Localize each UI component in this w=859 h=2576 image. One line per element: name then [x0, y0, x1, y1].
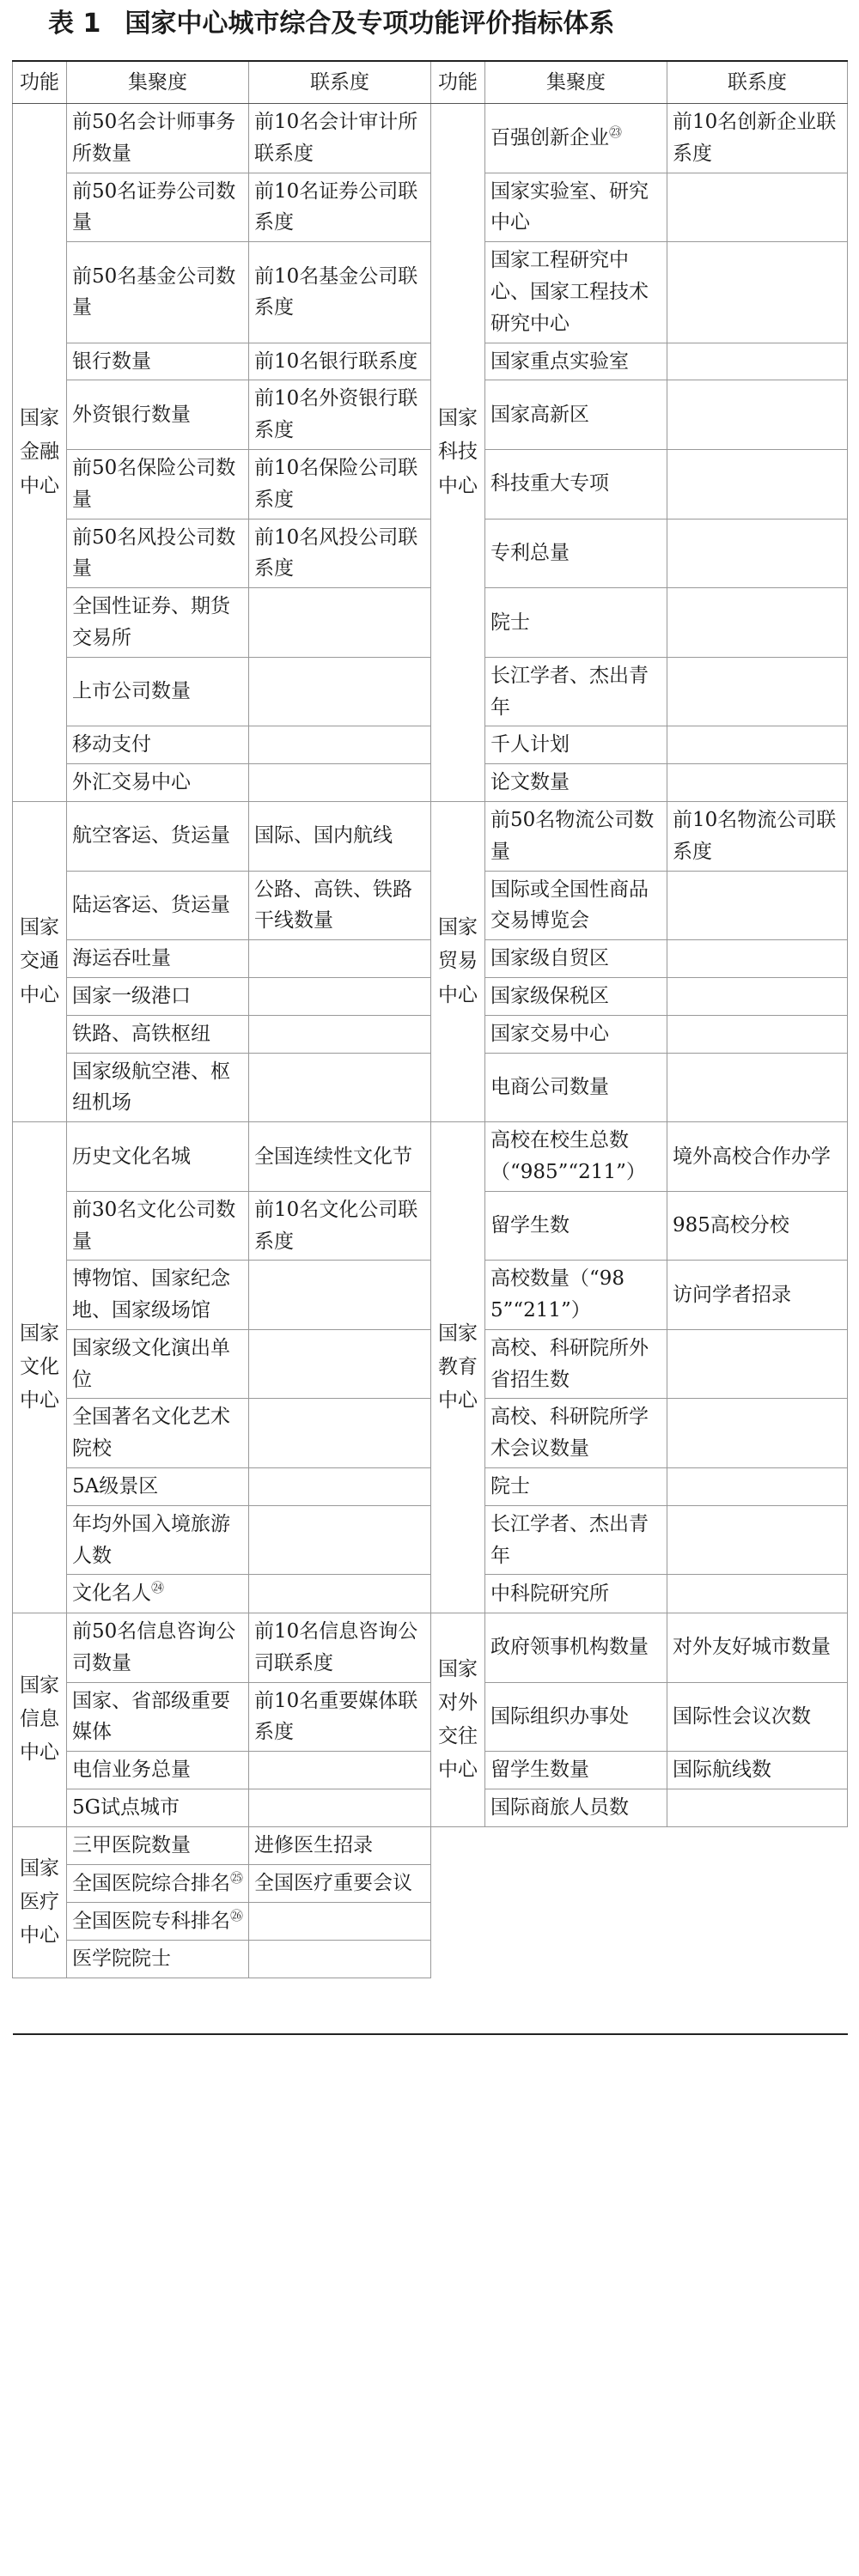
- aggregation-text: 国家实验室、研究中心: [490, 179, 649, 234]
- linkage-cell: 访问学者招录: [667, 1261, 848, 1330]
- table-row: [13, 1613, 848, 1682]
- linkage-cell: [667, 519, 848, 588]
- aggregation-text: 前50名基金公司数量: [72, 264, 236, 319]
- aggregation-cell: [485, 1468, 667, 1506]
- header-cell: 联系度: [667, 61, 848, 104]
- aggregation-cell: [485, 1505, 667, 1575]
- aggregation-text: 全国医院综合排名: [72, 1872, 230, 1895]
- aggregation-text: 国家级航空港、枢纽机场: [72, 1060, 230, 1115]
- aggregation-text: 前50名保险公司数量: [72, 456, 236, 511]
- linkage-cell: 境外高校合作办学: [667, 1122, 848, 1192]
- aggregation-text: 前50名风投公司数量: [72, 526, 236, 580]
- table-row: [13, 1399, 848, 1468]
- aggregation-cell: [67, 801, 249, 871]
- table-row: [13, 242, 848, 343]
- header-cell: 集聚度: [67, 61, 249, 104]
- linkage-cell: [249, 1015, 431, 1053]
- aggregation-cell: [67, 1399, 249, 1468]
- aggregation-text: 国家重点实验室: [490, 349, 629, 373]
- linkage-cell: [249, 1261, 431, 1330]
- aggregation-cell: [67, 1329, 249, 1399]
- aggregation-text: 国家高新区: [490, 403, 589, 426]
- table-number: 表 1: [48, 9, 101, 39]
- aggregation-text: 院士: [490, 611, 530, 634]
- linkage-cell: 前10名信息咨询公司联系度: [249, 1613, 431, 1682]
- linkage-cell: 前10名证券公司联系度: [249, 173, 431, 242]
- linkage-cell: [249, 1789, 431, 1826]
- linkage-cell: [249, 1053, 431, 1122]
- aggregation-text: 千人计划: [490, 733, 570, 756]
- aggregation-text: 上市公司数量: [72, 680, 191, 703]
- aggregation-cell: [485, 173, 667, 242]
- aggregation-text: 长江学者、杰出青年: [490, 1512, 649, 1567]
- aggregation-cell: [485, 1613, 667, 1682]
- table-row: [13, 764, 848, 802]
- aggregation-cell: [67, 588, 249, 658]
- function-cell: 国家对外交往中心: [431, 1613, 485, 1826]
- linkage-cell: [667, 588, 848, 658]
- function-cell: 国家信息中心: [13, 1613, 67, 1826]
- linkage-cell: [667, 242, 848, 343]
- aggregation-text: 航空客运、货运量: [72, 824, 230, 848]
- aggregation-text: 全国性证券、期货交易所: [72, 595, 230, 649]
- aggregation-cell: [67, 657, 249, 726]
- table-row: [13, 1505, 848, 1575]
- aggregation-text: 移动支付: [72, 733, 151, 756]
- linkage-cell: 前10名基金公司联系度: [249, 242, 431, 343]
- table-row: [13, 801, 848, 871]
- table-row: [13, 940, 848, 978]
- aggregation-text: 文化名人: [72, 1583, 151, 1606]
- linkage-cell: [667, 173, 848, 242]
- aggregation-cell: [485, 1122, 667, 1192]
- aggregation-cell: [485, 657, 667, 726]
- linkage-cell: [249, 940, 431, 978]
- linkage-cell: [249, 657, 431, 726]
- aggregation-cell: [67, 380, 249, 450]
- aggregation-text: 电信业务总量: [72, 1759, 191, 1782]
- footnote-marker: ㉖: [230, 1907, 244, 1923]
- aggregation-cell: [67, 104, 249, 173]
- table-end-spacer: [13, 1978, 848, 2035]
- table-row: [13, 1261, 848, 1330]
- aggregation-text: 前50名物流公司数量: [490, 808, 655, 863]
- header-cell: 集聚度: [485, 61, 667, 104]
- function-cell: 国家文化中心: [13, 1122, 67, 1613]
- aggregation-text: 高校数量（“985”“211”）: [490, 1267, 625, 1322]
- linkage-cell: [667, 1015, 848, 1053]
- aggregation-cell: [485, 764, 667, 802]
- aggregation-cell: [67, 726, 249, 764]
- table-row: [13, 173, 848, 242]
- linkage-cell: [249, 1505, 431, 1575]
- aggregation-cell: [67, 1575, 249, 1613]
- aggregation-text: 银行数量: [72, 349, 151, 373]
- header-cell: 联系度: [249, 61, 431, 104]
- aggregation-cell: [485, 977, 667, 1015]
- table-row: [13, 1329, 848, 1399]
- table-body: [13, 104, 848, 2035]
- linkage-cell: 前10名文化公司联系度: [249, 1191, 431, 1261]
- aggregation-cell: [67, 871, 249, 940]
- aggregation-text: 高校、科研院所外省招生数: [490, 1336, 649, 1391]
- table-row: [13, 1122, 848, 1192]
- linkage-cell: 进修医生招录: [249, 1826, 431, 1864]
- aggregation-cell: [485, 1575, 667, 1613]
- aggregation-text: 外资银行数量: [72, 403, 191, 426]
- aggregation-cell: [485, 1752, 667, 1789]
- aggregation-cell: [485, 449, 667, 519]
- aggregation-cell: [67, 1505, 249, 1575]
- aggregation-cell: [485, 726, 667, 764]
- aggregation-text: 长江学者、杰出青年: [490, 664, 649, 719]
- aggregation-cell: [67, 764, 249, 802]
- aggregation-cell: [485, 519, 667, 588]
- aggregation-text: 院士: [490, 1475, 530, 1498]
- table-row: [13, 1752, 848, 1789]
- aggregation-text: 国家级文化演出单位: [72, 1336, 230, 1391]
- table-row: [13, 519, 848, 588]
- linkage-cell: [249, 764, 431, 802]
- aggregation-text: 海运吞吐量: [72, 947, 171, 970]
- linkage-cell: 公路、高铁、铁路干线数量: [249, 871, 431, 940]
- linkage-cell: 国际性会议次数: [667, 1682, 848, 1752]
- linkage-cell: [667, 977, 848, 1015]
- table-row: [13, 1053, 848, 1122]
- spacer-cell: [13, 1978, 848, 2035]
- linkage-cell: [667, 764, 848, 802]
- aggregation-cell: [67, 1826, 249, 1864]
- aggregation-cell: [67, 940, 249, 978]
- aggregation-cell: [67, 1468, 249, 1506]
- linkage-cell: [667, 871, 848, 940]
- table-row: [13, 380, 848, 450]
- indicator-table: [12, 60, 848, 2035]
- aggregation-text: 5G试点城市: [72, 1795, 180, 1819]
- aggregation-text: 年均外国入境旅游人数: [72, 1512, 230, 1567]
- linkage-cell: [667, 726, 848, 764]
- aggregation-cell: [485, 1053, 667, 1122]
- function-cell: 国家医疗中心: [13, 1826, 67, 1978]
- linkage-cell: 全国连续性文化节: [249, 1122, 431, 1192]
- aggregation-cell: [67, 1789, 249, 1826]
- linkage-cell: [249, 1752, 431, 1789]
- aggregation-cell: [485, 871, 667, 940]
- table-row: [13, 1468, 848, 1506]
- linkage-cell: 国际、国内航线: [249, 801, 431, 871]
- linkage-cell: 前10名会计审计所联系度: [249, 104, 431, 173]
- linkage-cell: [249, 977, 431, 1015]
- aggregation-cell: [67, 1053, 249, 1122]
- aggregation-cell: [67, 1261, 249, 1330]
- aggregation-cell: [485, 104, 667, 173]
- aggregation-text: 国际商旅人员数: [490, 1795, 629, 1819]
- table-title: [0, 3, 859, 45]
- linkage-cell: 前10名物流公司联系度: [667, 801, 848, 871]
- linkage-cell: [249, 1468, 431, 1506]
- aggregation-text: 国家级自贸区: [490, 947, 609, 970]
- footnote-marker: ㉔: [151, 1580, 165, 1596]
- table-caption: 国家中心城市综合及专项功能评价指标体系: [125, 9, 615, 39]
- linkage-cell: [249, 1902, 431, 1940]
- linkage-cell: [249, 1399, 431, 1468]
- table-row: [13, 657, 848, 726]
- aggregation-text: 国际组织办事处: [490, 1704, 629, 1728]
- function-cell: 国家贸易中心: [431, 801, 485, 1121]
- aggregation-text: 外汇交易中心: [72, 771, 191, 794]
- aggregation-cell: [67, 977, 249, 1015]
- linkage-cell: 对外友好城市数量: [667, 1613, 848, 1682]
- aggregation-cell: [67, 1941, 249, 1978]
- linkage-cell: 全国医疗重要会议: [249, 1864, 431, 1902]
- aggregation-text: 政府领事机构数量: [490, 1636, 649, 1659]
- linkage-cell: [249, 1329, 431, 1399]
- aggregation-cell: [485, 1015, 667, 1053]
- linkage-cell: [667, 343, 848, 380]
- linkage-cell: [667, 1399, 848, 1468]
- linkage-cell: [249, 1941, 431, 1978]
- linkage-cell: [249, 588, 431, 658]
- aggregation-cell: [485, 1261, 667, 1330]
- aggregation-cell: [485, 343, 667, 380]
- linkage-cell: 前10名外资银行联系度: [249, 380, 431, 450]
- aggregation-cell: [485, 801, 667, 871]
- table-row: [13, 871, 848, 940]
- aggregation-cell: [67, 343, 249, 380]
- linkage-cell: 985高校分校: [667, 1191, 848, 1261]
- aggregation-text: 论文数量: [490, 771, 570, 794]
- aggregation-text: 百强创新企业: [490, 126, 609, 149]
- linkage-cell: [667, 1468, 848, 1506]
- aggregation-cell: [485, 1191, 667, 1261]
- linkage-cell: [667, 1053, 848, 1122]
- table-row: [13, 343, 848, 380]
- aggregation-cell: [485, 380, 667, 450]
- aggregation-text: 国际或全国性商品交易博览会: [490, 878, 649, 933]
- table-row: [13, 1789, 848, 1826]
- linkage-cell: [667, 657, 848, 726]
- aggregation-text: 中科院研究所: [490, 1582, 609, 1605]
- header-cell: 功能: [431, 61, 485, 104]
- aggregation-cell: [67, 1752, 249, 1789]
- aggregation-cell: [67, 1902, 249, 1940]
- linkage-cell: [249, 1575, 431, 1613]
- aggregation-cell: [485, 1399, 667, 1468]
- linkage-cell: 前10名创新企业联系度: [667, 104, 848, 173]
- aggregation-text: 5A级景区: [72, 1475, 159, 1498]
- aggregation-cell: [67, 242, 249, 343]
- aggregation-text: 前50名证券公司数量: [72, 179, 236, 234]
- table-row: [13, 1682, 848, 1752]
- function-cell: 国家科技中心: [431, 104, 485, 802]
- aggregation-text: 历史文化名城: [72, 1145, 191, 1168]
- aggregation-text: 留学生数量: [490, 1759, 589, 1782]
- linkage-cell: [667, 449, 848, 519]
- linkage-cell: [249, 726, 431, 764]
- aggregation-text: 医学院院士: [72, 1947, 171, 1971]
- table-row: [13, 588, 848, 658]
- aggregation-text: 专利总量: [490, 541, 570, 564]
- aggregation-cell: [67, 1613, 249, 1682]
- aggregation-cell: [485, 588, 667, 658]
- aggregation-text: 留学生数: [490, 1214, 570, 1237]
- table-row: [13, 104, 848, 173]
- aggregation-text: 博物馆、国家纪念地、国家级场馆: [72, 1267, 230, 1322]
- aggregation-cell: [67, 1015, 249, 1053]
- linkage-cell: 前10名重要媒体联系度: [249, 1682, 431, 1752]
- linkage-cell: 前10名保险公司联系度: [249, 449, 431, 519]
- empty-cell: [431, 1826, 848, 1978]
- linkage-cell: [667, 940, 848, 978]
- table-row: [13, 449, 848, 519]
- aggregation-text: 三甲医院数量: [72, 1833, 191, 1856]
- aggregation-text: 前30名文化公司数量: [72, 1198, 236, 1253]
- header-row: [13, 61, 848, 104]
- aggregation-cell: [67, 173, 249, 242]
- footnote-marker: ㉕: [230, 1869, 244, 1886]
- function-cell: 国家交通中心: [13, 801, 67, 1121]
- aggregation-cell: [485, 1682, 667, 1752]
- header-cell: 功能: [13, 61, 67, 104]
- aggregation-text: 前50名会计师事务所数量: [72, 111, 236, 165]
- table-row: [13, 1015, 848, 1053]
- aggregation-text: 陆运客运、货运量: [72, 893, 230, 916]
- linkage-cell: [667, 1575, 848, 1613]
- linkage-cell: [667, 380, 848, 450]
- aggregation-cell: [67, 1191, 249, 1261]
- aggregation-cell: [67, 519, 249, 588]
- aggregation-text: 国家级保税区: [490, 984, 609, 1007]
- aggregation-text: 高校、科研院所学术会议数量: [490, 1406, 649, 1461]
- aggregation-text: 电商公司数量: [490, 1075, 609, 1098]
- linkage-cell: 国际航线数: [667, 1752, 848, 1789]
- aggregation-text: 全国医院专科排名: [72, 1910, 230, 1933]
- table-row: [13, 726, 848, 764]
- aggregation-text: 国家、省部级重要媒体: [72, 1689, 230, 1744]
- linkage-cell: [667, 1789, 848, 1826]
- aggregation-cell: [67, 1864, 249, 1902]
- aggregation-text: 科技重大专项: [490, 472, 609, 495]
- table-row: [13, 1826, 848, 1864]
- aggregation-text: 国家交易中心: [490, 1022, 609, 1045]
- linkage-cell: 前10名银行联系度: [249, 343, 431, 380]
- table-row: [13, 1191, 848, 1261]
- aggregation-text: 铁路、高铁枢纽: [72, 1022, 210, 1045]
- aggregation-cell: [67, 449, 249, 519]
- aggregation-cell: [485, 242, 667, 343]
- linkage-cell: [667, 1329, 848, 1399]
- aggregation-text: 国家一级港口: [72, 984, 191, 1007]
- aggregation-text: 高校在校生总数（“985”“211”）: [490, 1129, 646, 1183]
- aggregation-cell: [485, 1789, 667, 1826]
- table-row: [13, 977, 848, 1015]
- aggregation-cell: [67, 1682, 249, 1752]
- aggregation-cell: [67, 1122, 249, 1192]
- aggregation-cell: [485, 1329, 667, 1399]
- aggregation-text: 前50名信息咨询公司数量: [72, 1619, 236, 1674]
- aggregation-text: 全国著名文化艺术院校: [72, 1406, 230, 1461]
- aggregation-text: 国家工程研究中心、国家工程技术研究中心: [490, 249, 649, 335]
- table-row: [13, 1575, 848, 1613]
- function-cell: 国家教育中心: [431, 1122, 485, 1613]
- footnote-marker: ㉓: [609, 125, 623, 141]
- linkage-cell: [667, 1505, 848, 1575]
- linkage-cell: 前10名风投公司联系度: [249, 519, 431, 588]
- function-cell: 国家金融中心: [13, 104, 67, 802]
- aggregation-cell: [485, 940, 667, 978]
